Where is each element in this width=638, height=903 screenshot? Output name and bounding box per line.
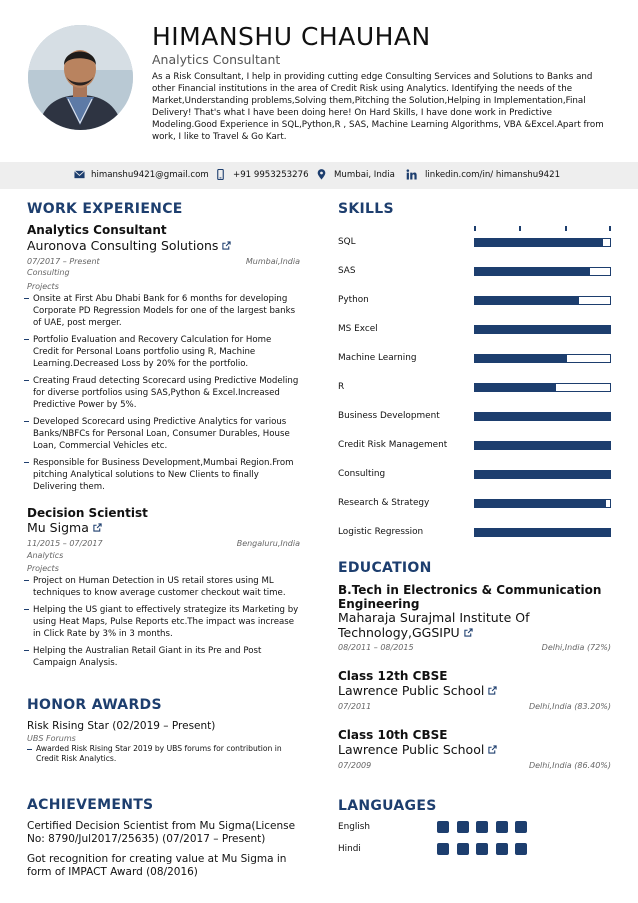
projects-label: Projects bbox=[27, 282, 59, 291]
languages-heading: LANGUAGES bbox=[338, 798, 437, 814]
skill-label: Python bbox=[338, 295, 369, 305]
edu-school bbox=[338, 743, 608, 758]
skill-bar bbox=[474, 470, 611, 479]
skill-label: SQL bbox=[338, 237, 356, 247]
scale-tick bbox=[565, 226, 567, 231]
phone-icon bbox=[215, 169, 226, 180]
edu-location: Delhi,India (86.40%) bbox=[528, 761, 611, 770]
achievement-item: Got recognition for creating value at Mu Sigma in form of IMPACT Award (08/2016) bbox=[27, 853, 287, 878]
edu-degree: B.Tech in Electronics & Communication Engineering bbox=[338, 583, 602, 611]
edu-school-name[interactable]: Maharaja Surajmal Institute Of Technology,GGSIPU bbox=[338, 610, 530, 640]
level-dot bbox=[496, 821, 508, 833]
skill-bar bbox=[474, 499, 611, 508]
skill-label: Credit Risk Management bbox=[338, 440, 448, 450]
skill-label: Research & Strategy bbox=[338, 498, 430, 508]
contact-bar bbox=[0, 162, 638, 189]
projects-label: Projects bbox=[27, 564, 59, 573]
level-dot bbox=[515, 821, 527, 833]
skill-bar bbox=[474, 383, 611, 392]
candidate-name: HIMANSHU CHAUHAN bbox=[152, 22, 431, 51]
skill-label: Consulting bbox=[338, 469, 386, 479]
achievement-item: Certified Decision Scientist from Mu Sigma(License No: 8790/Jul2017/25635) (07/2017 – Present) bbox=[27, 820, 296, 845]
list-item: Onsite at First Abu Dhabi Bank for 6 months for developing Corporate PD Regression Models for one of the largest banks of UAE, post merger. bbox=[24, 293, 299, 330]
list-item: Awarded Risk Rising Star 2019 by UBS forums for contribution in Credit Risk Analytics. bbox=[27, 744, 297, 764]
language-label: Hindi bbox=[338, 844, 361, 854]
edu-location: Delhi,India (72%) bbox=[541, 643, 611, 652]
list-item: Developed Scorecard using Predictive Analytics for various Banks/NBFCs for Personal Loan, Consumer Durables, House Loan, Commercial Vehicles etc. bbox=[24, 416, 299, 453]
job-bullets bbox=[24, 293, 299, 498]
level-dot bbox=[457, 821, 469, 833]
scale-tick bbox=[519, 226, 521, 231]
level-dot bbox=[515, 843, 527, 855]
level-dot bbox=[437, 821, 449, 833]
job-company bbox=[27, 238, 231, 253]
candidate-title: Analytics Consultant bbox=[152, 52, 281, 67]
level-dot bbox=[437, 843, 449, 855]
list-item: Helping the Australian Retail Giant in its Pre and Post Campaign Analysis. bbox=[24, 645, 299, 669]
skill-bar-fill bbox=[475, 326, 610, 333]
skill-bar bbox=[474, 296, 611, 305]
location-pin-icon bbox=[316, 169, 327, 180]
language-level bbox=[437, 843, 527, 855]
skill-bar bbox=[474, 238, 611, 247]
skill-bar bbox=[474, 325, 611, 334]
contact-phone[interactable]: +91 9953253276 bbox=[233, 170, 309, 180]
skill-bar bbox=[474, 441, 611, 450]
skill-label: MS Excel bbox=[338, 324, 378, 334]
list-item: Portfolio Evaluation and Recovery Calculation for Home Credit for Personal Loans portfolio using R, Machine Learning.Decreased Loss by 20% for the portfolio. bbox=[24, 334, 299, 371]
contact-linkedin[interactable]: linkedin.com/in/ himanshu9421 bbox=[425, 170, 561, 180]
skill-bar-fill bbox=[475, 529, 610, 536]
contact-location: Mumbai, India bbox=[334, 170, 395, 180]
edu-dates: 08/2011 – 08/2015 bbox=[338, 643, 414, 652]
job-field: Analytics bbox=[27, 551, 64, 560]
skill-bar-fill bbox=[475, 297, 579, 304]
job-title: Analytics Consultant bbox=[27, 223, 167, 237]
skill-label: R bbox=[338, 382, 345, 392]
job-dates: 07/2017 – Present bbox=[27, 257, 100, 266]
level-dot bbox=[476, 821, 488, 833]
skill-label: Machine Learning bbox=[338, 353, 417, 363]
skill-label: Business Development bbox=[338, 411, 440, 421]
external-link-icon[interactable] bbox=[93, 523, 102, 532]
job-location: Bengaluru,India bbox=[236, 539, 300, 548]
honor-bullets bbox=[27, 744, 297, 768]
skill-bar-fill bbox=[475, 239, 603, 246]
work-experience-heading: WORK EXPERIENCE bbox=[27, 201, 183, 217]
skill-bar-fill bbox=[475, 442, 610, 449]
edu-dates: 07/2011 bbox=[338, 702, 372, 711]
skill-bar-fill bbox=[475, 471, 610, 478]
honor-org: UBS Forums bbox=[27, 734, 76, 743]
skill-bar-fill bbox=[475, 384, 556, 391]
language-label: English bbox=[338, 822, 371, 832]
external-link-icon[interactable] bbox=[488, 686, 497, 695]
job-company-name[interactable]: Auronova Consulting Solutions bbox=[27, 238, 219, 253]
achievements-heading: ACHIEVEMENTS bbox=[27, 797, 154, 813]
skill-bar bbox=[474, 528, 611, 537]
level-dot bbox=[496, 843, 508, 855]
skill-bar-fill bbox=[475, 355, 567, 362]
job-bullets bbox=[24, 575, 299, 674]
skill-bar bbox=[474, 267, 611, 276]
external-link-icon[interactable] bbox=[464, 628, 473, 637]
job-title: Decision Scientist bbox=[27, 506, 148, 520]
edu-location: Delhi,India (83.20%) bbox=[528, 702, 611, 711]
edu-school bbox=[338, 611, 608, 640]
education-heading: EDUCATION bbox=[338, 560, 432, 576]
scale-tick bbox=[474, 226, 476, 231]
skill-bar-fill bbox=[475, 268, 590, 275]
skill-bar bbox=[474, 412, 611, 421]
scale-tick bbox=[609, 226, 611, 231]
external-link-icon[interactable] bbox=[488, 745, 497, 754]
level-dot bbox=[457, 843, 469, 855]
skill-bar bbox=[474, 354, 611, 363]
language-level bbox=[437, 821, 527, 833]
list-item: Project on Human Detection in US retail stores using ML techniques to know average customer checkout wait time. bbox=[24, 575, 299, 599]
edu-school bbox=[338, 684, 608, 699]
linkedin-icon bbox=[406, 169, 417, 180]
list-item: Creating Fraud detecting Scorecard using Predictive Modeling for diverse portfolios using SAS,Python & Excel.Increased Predictive Power by 5%. bbox=[24, 375, 299, 412]
edu-school-name[interactable]: Lawrence Public School bbox=[338, 683, 485, 698]
job-company-name[interactable]: Mu Sigma bbox=[27, 520, 89, 535]
list-item: Helping the US giant to effectively strategize its Marketing by using Heat Maps, Pulse Reports etc.The impact was increase in Click Rate by 3% in 3 months. bbox=[24, 604, 299, 641]
edu-dates: 07/2009 bbox=[338, 761, 372, 770]
level-dot bbox=[476, 843, 488, 855]
skills-heading: SKILLS bbox=[338, 201, 394, 217]
job-company bbox=[27, 520, 102, 535]
external-link-icon[interactable] bbox=[222, 241, 231, 250]
edu-degree: Class 10th CBSE bbox=[338, 728, 448, 742]
job-field: Consulting bbox=[27, 268, 70, 277]
honor-title: Risk Rising Star (02/2019 – Present) bbox=[27, 720, 216, 732]
job-location: Mumbai,India bbox=[245, 257, 300, 266]
profile-photo bbox=[28, 25, 133, 130]
edu-degree: Class 12th CBSE bbox=[338, 669, 448, 683]
email-icon bbox=[74, 169, 85, 180]
job-dates: 11/2015 – 07/2017 bbox=[27, 539, 103, 548]
contact-email[interactable]: himanshu9421@gmail.com bbox=[91, 170, 209, 180]
skill-bar-fill bbox=[475, 413, 610, 420]
list-item: Responsible for Business Development,Mumbai Region.From pitching Analytical solutions to New Clients to finally Delivering them. bbox=[24, 457, 299, 494]
edu-school-name[interactable]: Lawrence Public School bbox=[338, 742, 485, 757]
skill-bar-fill bbox=[475, 500, 606, 507]
skill-label: Logistic Regression bbox=[338, 527, 424, 537]
skill-label: SAS bbox=[338, 266, 356, 276]
honor-awards-heading: HONOR AWARDS bbox=[27, 697, 162, 713]
profile-summary: As a Risk Consultant, I help in providing cutting edge Consulting Services and Solutions to Banks and other Financial institutions in the area of Credit Risk using Analytics. Identifying the needs of the Market,Understanding problems,Solving them,Pitching the Solution,Helping in Implementation,Final Delivery! That's what I have been doing here! On Hard Skills, I have done work in Predictive Modeling.Good Experience in SQL,Python,R , SAS, Machine Learning Algorithms, VBA &Excel.Apart from work, I like to Travel & Go Kart. bbox=[152, 72, 604, 143]
